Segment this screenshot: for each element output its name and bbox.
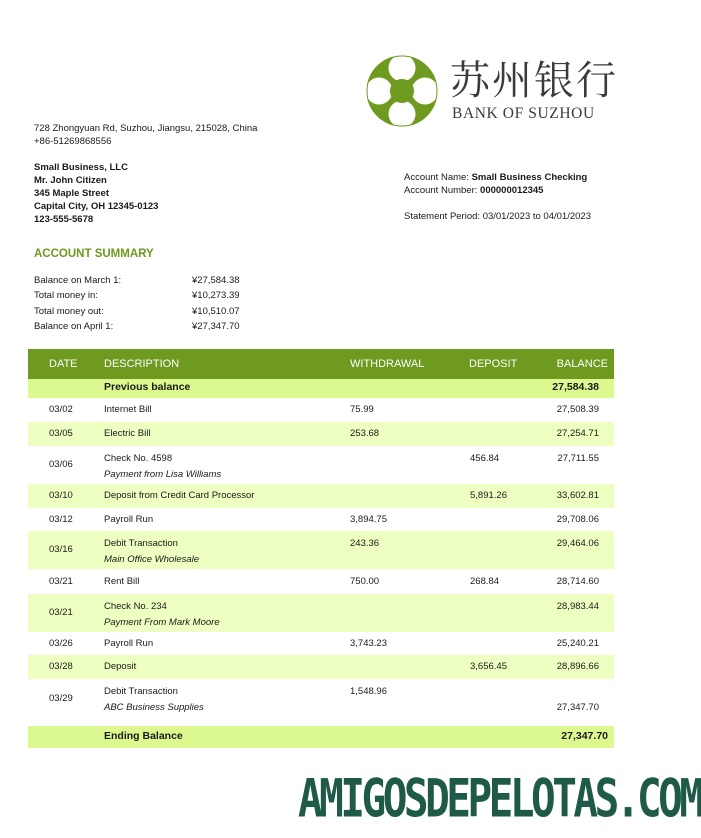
statement-period-label: Statement Period: <box>404 211 481 222</box>
summary-label: Balance on April 1: <box>34 320 114 332</box>
previous-balance-label: Previous balance <box>104 381 191 393</box>
account-number-label: Account Number: <box>404 185 478 196</box>
account-summary-title: ACCOUNT SUMMARY <box>34 248 154 260</box>
watermark-text: AMIGOSDEPELOTAS.COM <box>298 768 701 830</box>
row-description: Electric Bill <box>104 428 151 439</box>
table-row <box>28 594 614 632</box>
account-name-value: Small Business Checking <box>471 172 588 183</box>
table-row <box>28 446 614 484</box>
row-balance: 29,708.06 <box>556 514 599 525</box>
row-date: 03/10 <box>49 490 73 501</box>
row-deposit: 3,656.45 <box>470 661 507 672</box>
summary-label: Total money in: <box>34 290 98 302</box>
row-description: Check No. 4598 <box>104 453 173 464</box>
row-date: 03/21 <box>49 576 73 587</box>
row-description: Check No. 234 <box>104 601 167 612</box>
row-description: Internet Bill <box>104 404 152 415</box>
row-description: Payroll Run <box>104 638 154 649</box>
row-description-detail: Payment from Lisa Williams <box>104 469 222 480</box>
row-balance: 25,240.21 <box>556 638 599 649</box>
customer-line: Capital City, OH 12345-0123 <box>34 201 159 212</box>
table-header <box>28 349 614 379</box>
table-spacer <box>28 718 614 726</box>
row-withdrawal: 75.99 <box>350 404 374 415</box>
bank-address-block <box>34 122 257 148</box>
summary-value: ¥27,347.70 <box>192 320 240 332</box>
bank-name-english: BANK OF SUZHOU <box>452 105 595 122</box>
row-description: Deposit from Credit Card Processor <box>104 490 255 501</box>
account-name-line <box>404 171 591 184</box>
row-description-detail: Payment From Mark Moore <box>104 617 220 628</box>
transactions-table <box>28 349 614 748</box>
row-description: Rent Bill <box>104 576 140 587</box>
table-row <box>28 531 614 569</box>
customer-line: 345 Maple Street <box>34 188 109 199</box>
row-withdrawal: 253.68 <box>350 428 380 439</box>
account-number-value: 000000012345 <box>480 185 544 196</box>
header-withdrawal: WITHDRAWAL <box>350 358 425 370</box>
row-deposit: 456.84 <box>470 453 500 464</box>
row-date: 03/06 <box>49 459 73 470</box>
summary-label: Balance on March 1: <box>34 275 122 286</box>
row-balance: 27,711.55 <box>557 453 599 464</box>
account-name-label: Account Name: <box>404 172 469 183</box>
statement-period-line <box>404 210 591 223</box>
row-date: 03/02 <box>49 404 73 415</box>
row-description: Debit Transaction <box>104 686 178 697</box>
previous-balance-row <box>28 379 614 398</box>
header-balance: BALANCE <box>556 358 608 370</box>
table-row <box>28 484 614 508</box>
row-date: 03/05 <box>49 428 73 439</box>
header-deposit: DEPOSIT <box>469 358 518 370</box>
row-description-detail: Main Office Wholesale <box>104 554 200 565</box>
row-balance: 33,602.81 <box>556 490 599 501</box>
table-row <box>28 508 614 531</box>
account-number-line <box>404 184 591 197</box>
row-date: 03/29 <box>49 693 73 704</box>
bank-address: 728 Zhongyuan Rd, Suzhou, Jiangsu, 215028, China <box>34 123 258 134</box>
summary-value: ¥10,273.39 <box>192 290 240 302</box>
row-balance: 29,464.06 <box>556 538 599 549</box>
statement-period-value: 03/01/2023 to 04/01/2023 <box>482 211 591 222</box>
customer-address-block <box>34 161 158 226</box>
row-withdrawal: 1,548.96 <box>350 686 387 697</box>
row-description: Payroll Run <box>104 514 154 525</box>
table-row <box>28 569 614 594</box>
table-body <box>28 379 614 748</box>
row-date: 03/16 <box>49 544 73 555</box>
row-balance: 27,254.71 <box>556 428 599 439</box>
row-balance: 28,983.44 <box>556 601 599 612</box>
customer-line: Mr. John Citizen <box>34 175 107 186</box>
table-row <box>28 655 614 679</box>
row-description-detail: ABC Business Supplies <box>104 702 204 713</box>
row-balance: 28,896.66 <box>556 661 599 672</box>
account-info-block <box>404 171 591 223</box>
table-row <box>28 422 614 446</box>
header-description: DESCRIPTION <box>104 358 180 370</box>
ending-balance-value: 27,347.70 <box>561 730 608 742</box>
row-balance: 27,508.39 <box>556 404 599 415</box>
summary-value: ¥27,584.38 <box>192 275 240 286</box>
summary-value: ¥10,510.07 <box>192 305 240 317</box>
row-description: Debit Transaction <box>104 538 178 549</box>
customer-line: Small Business, LLC <box>34 162 128 173</box>
table-row <box>28 398 614 422</box>
row-deposit: 5,891.26 <box>470 490 507 501</box>
row-deposit: 268.84 <box>470 576 500 587</box>
header-date: DATE <box>49 358 78 370</box>
summary-label: Total money out: <box>34 305 104 317</box>
ending-balance-row <box>28 726 614 748</box>
bank-logo-icon <box>366 55 438 127</box>
row-balance: 27,347.70 <box>556 702 599 713</box>
table-row <box>28 632 614 655</box>
row-withdrawal: 750.00 <box>350 576 380 587</box>
bank-name-chinese: 苏州银行 <box>450 58 618 104</box>
table-row <box>28 679 614 718</box>
customer-line: 123-555-5678 <box>34 214 94 225</box>
row-withdrawal: 3,743.23 <box>350 638 387 649</box>
previous-balance-value: 27,584.38 <box>552 381 599 393</box>
row-date: 03/21 <box>49 607 73 618</box>
row-date: 03/28 <box>49 661 73 672</box>
row-balance: 28,714.60 <box>556 576 599 587</box>
row-withdrawal: 243.36 <box>350 538 380 549</box>
ending-balance-label: Ending Balance <box>104 730 183 742</box>
row-date: 03/12 <box>49 514 73 525</box>
row-date: 03/26 <box>49 638 73 649</box>
bank-phone: +86-51269868556 <box>34 136 112 147</box>
row-description: Deposit <box>104 661 137 672</box>
row-withdrawal: 3,894.75 <box>350 514 387 525</box>
